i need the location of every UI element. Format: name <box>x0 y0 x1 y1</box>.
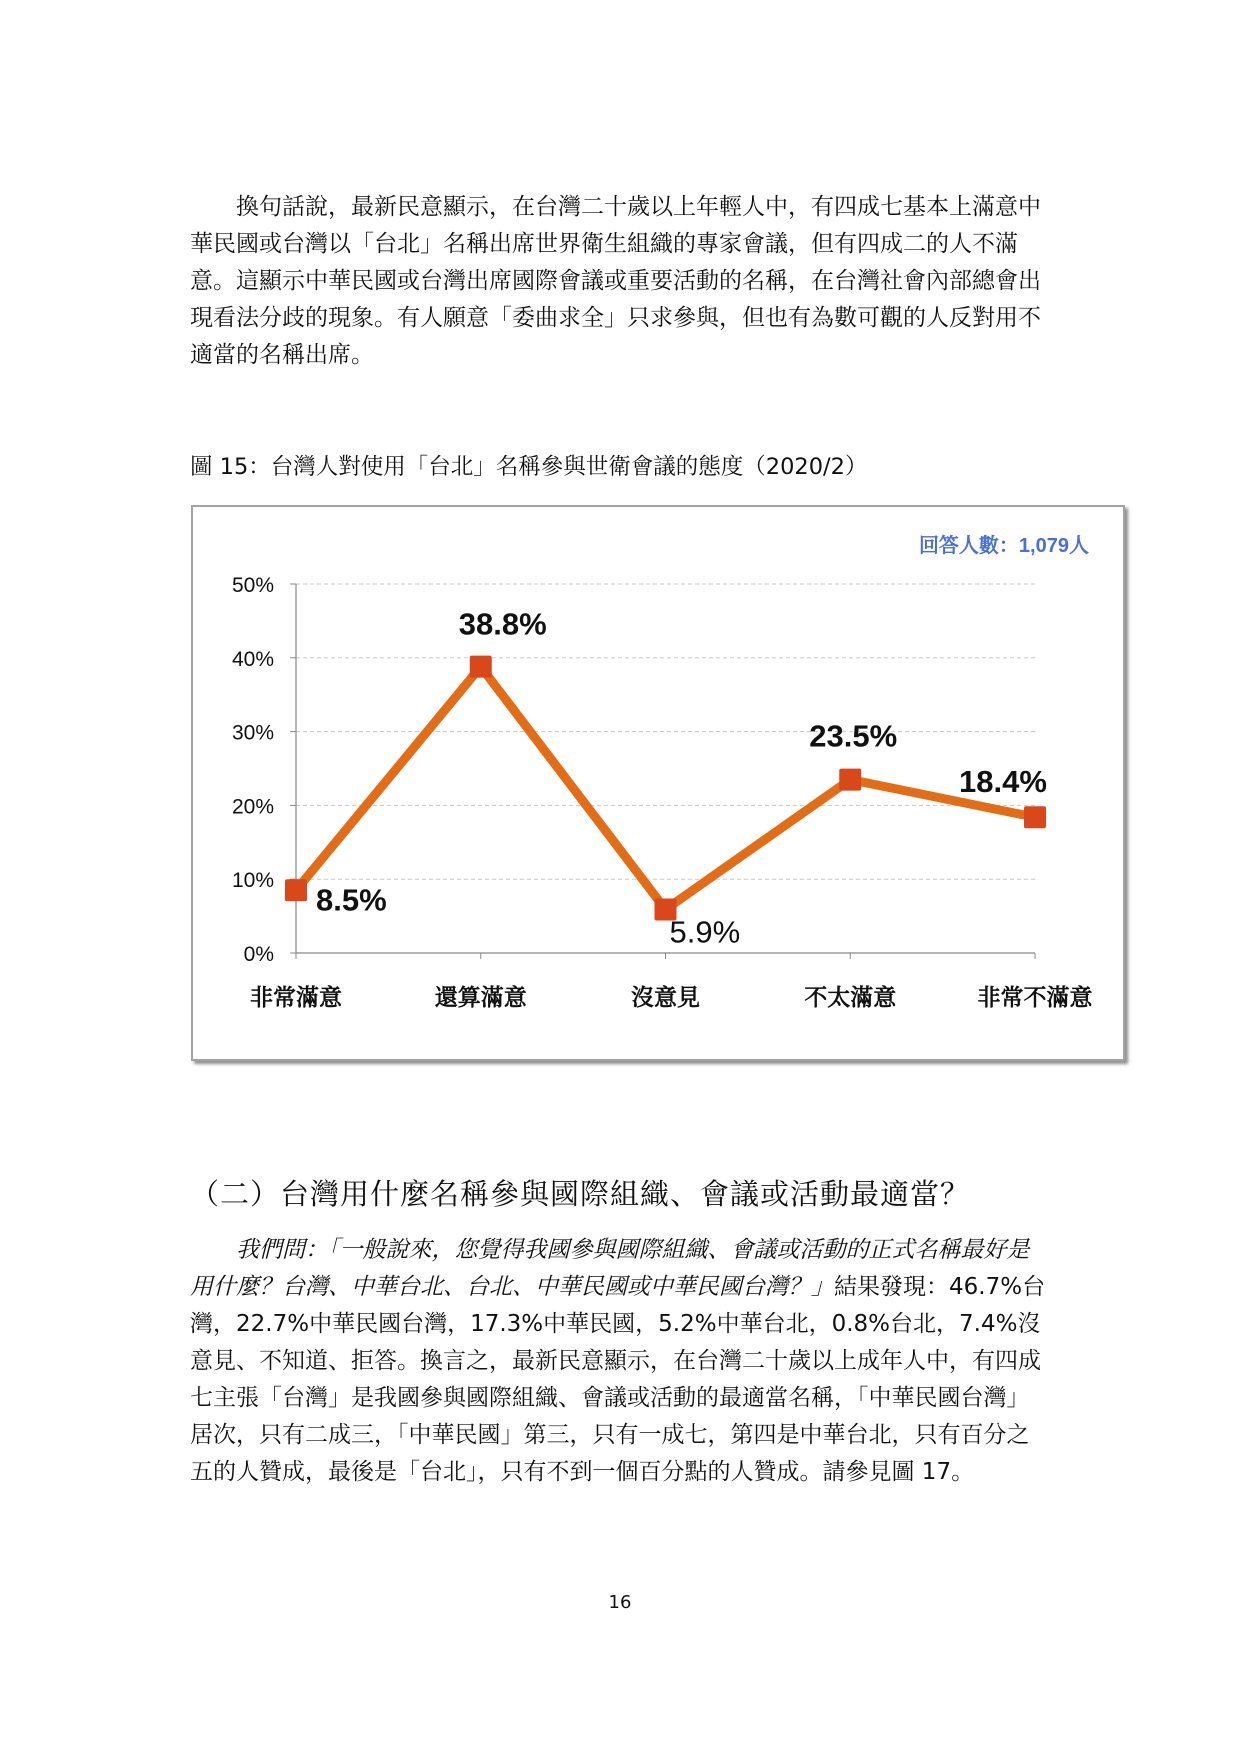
x-tick-label: 沒意見 <box>631 985 700 1011</box>
body-paragraph <box>190 1232 1050 1491</box>
data-label: 8.5% <box>316 882 387 918</box>
data-point-marker <box>285 879 307 901</box>
data-point-marker <box>1024 806 1046 828</box>
y-tick-label: 20% <box>231 795 274 819</box>
section-heading: （二）台灣用什麼名稱參與國際組織、會議或活動最適當？ <box>190 1177 971 1211</box>
gridlines <box>296 584 1035 879</box>
x-tick-label: 非常滿意 <box>250 985 342 1011</box>
intro-paragraph <box>190 189 1050 374</box>
y-tick-label: 10% <box>231 869 274 893</box>
respondents-count: 回答人數：1,079人 <box>918 535 1089 557</box>
data-label: 23.5% <box>809 718 898 754</box>
figure-caption: 圖 15：台灣人對使用「台北」名稱參與世衛會議的態度（2020/2） <box>190 454 868 480</box>
x-tick-label: 非常不滿意 <box>977 985 1093 1011</box>
data-label: 5.9% <box>669 914 741 950</box>
x-tick-label: 還算滿意 <box>434 985 527 1011</box>
y-tick-label: 0% <box>243 943 274 966</box>
data-label: 18.4% <box>959 764 1047 800</box>
series-line <box>296 667 1035 910</box>
data-label: 38.8% <box>458 606 547 642</box>
survey-question: 我們問：「一般說來，您覺得我國參與國際組織、會議或活動的正式名稱最好是用什麼？台灣、中華台北、台北、中華民國或中華民國台灣？」 <box>190 1237 1030 1300</box>
page-number: 16 <box>608 1592 632 1613</box>
y-axis-ticks <box>232 574 274 966</box>
data-point-marker <box>470 656 492 678</box>
x-axis-ticks <box>250 984 1093 1011</box>
series-line-path <box>296 667 1035 910</box>
line-chart-frame <box>191 505 1125 1061</box>
y-tick-label: 50% <box>231 574 274 597</box>
data-point-marker <box>839 769 861 791</box>
y-tick-label: 40% <box>231 647 274 671</box>
line-chart <box>193 507 1123 1059</box>
x-tick-label: 不太滿意 <box>804 985 897 1011</box>
survey-result: 結果發現：46.7%台灣，22.7%中華民國台灣，17.3%中華民國，5.2%中華台北，0.8%台北，7.4%沒意見、不知道、拒答。換言之，最新民意顯示，在台灣二十歲以上成年人中，有四成七主張「台灣」是我國參與國際組織、會議或活動的最適當名稱，「中華民國台灣」居次，只有二成三，「中華民國」第三，只有一成七，第四是中華台北，只有百分之五的人贊成，最後是「台北」，只有不到一個百分點的人贊成。請參見圖 17。 <box>190 1274 1046 1485</box>
series-markers <box>285 656 1046 921</box>
intro-text: 換句話說，最新民意顯示，在台灣二十歲以上年輕人中，有四成七基本上滿意中華民國或台灣以「台北」名稱出席世界衛生組織的專家會議，但有四成二的人不滿意。這顯示中華民國或台灣出席國際會議或重要活動的名稱，在台灣社會內部總會出現看法分歧的現象。有人願意「委曲求全」只求參與，但也有為數可觀的人反對用不適當的名稱出席。 <box>190 194 1041 368</box>
y-tick-label: 30% <box>231 721 274 745</box>
